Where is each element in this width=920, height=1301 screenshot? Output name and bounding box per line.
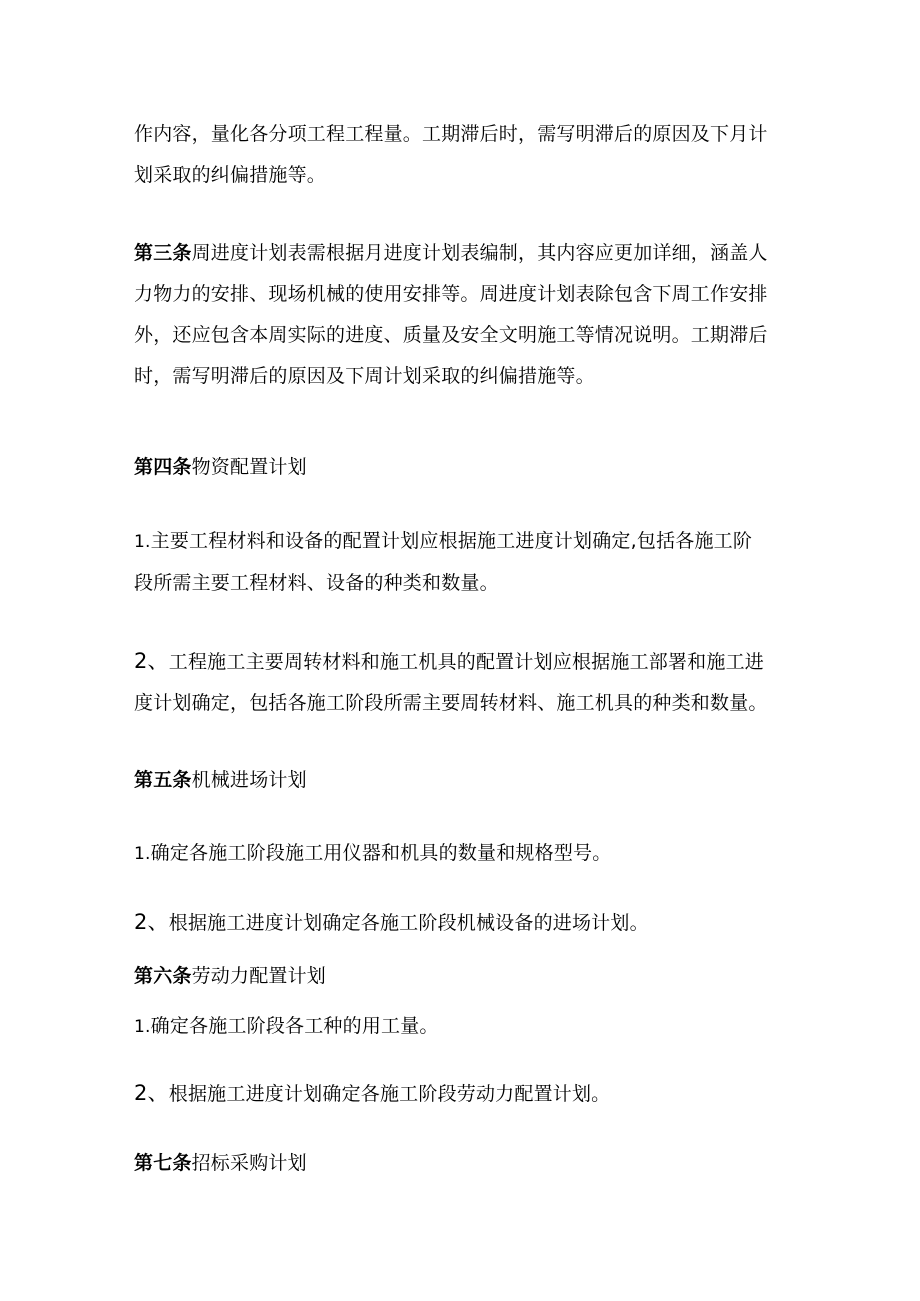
article-title: 机械进场计划 xyxy=(191,769,307,791)
article-title: 物资配置计划 xyxy=(191,456,307,478)
text-line: 根据施工进度计划确定各施工阶段劳动力配置计划。 xyxy=(168,1083,611,1105)
article-heading: 第五条 xyxy=(134,769,192,791)
text-line: 工程施工主要周转材料和施工机具的配置计划应根据施工部署和施工进 xyxy=(168,651,764,673)
text-line: 确定各施工阶段施工用仪器和机具的数量和规格型号。 xyxy=(150,842,612,864)
item-number: 1. xyxy=(134,1017,151,1037)
item-number: 2、 xyxy=(134,649,169,673)
list-item-4-1 xyxy=(134,521,804,604)
text-line: 确定各施工阶段各工种的用工量。 xyxy=(150,1015,439,1037)
text-line: 根据施工进度计划确定各施工阶段机械设备的进场计划。 xyxy=(168,912,649,934)
article-heading: 第七条 xyxy=(134,1152,192,1174)
text-line: 作内容，量化各分项工程工程量。工期滞后时，需写明滞后的原因及下月计 xyxy=(134,123,768,145)
article-heading: 第四条 xyxy=(134,456,192,478)
text-line: 外，还应包含本周实际的进度、质量及安全文明施工等情况说明。工期滞后 xyxy=(134,324,768,346)
list-item-4-2 xyxy=(134,641,804,724)
article-title: 劳动力配置计划 xyxy=(191,965,327,987)
item-number: 1. xyxy=(134,532,151,552)
list-item-5-2 xyxy=(134,902,804,944)
article-7-heading-line xyxy=(134,1143,804,1184)
text-line: 力物力的安排、现场机械的使用安排等。周进度计划表除包含下周工作安排 xyxy=(134,283,768,305)
text-line: 周进度计划表需根据月进度计划表编制，其内容应更加详细，涵盖人 xyxy=(191,242,768,264)
article-heading: 第六条 xyxy=(134,965,192,987)
article-4-heading-line xyxy=(134,447,804,488)
article-5-heading-line xyxy=(134,760,804,801)
list-item-5-1 xyxy=(134,833,804,875)
item-number: 1. xyxy=(134,844,151,864)
text-line: 划采取的纠偏措施等。 xyxy=(134,164,327,186)
article-3-paragraph xyxy=(134,233,804,397)
text-line: 主要工程材料和设备的配置计划应根据施工进度计划确定,包括各施工阶 xyxy=(150,530,753,552)
list-item-6-1 xyxy=(134,1006,804,1048)
item-number: 2、 xyxy=(134,910,169,934)
article-title: 招标采购计划 xyxy=(191,1152,307,1174)
item-number: 2、 xyxy=(134,1081,169,1105)
text-line: 度计划确定，包括各施工阶段所需主要周转材料、施工机具的种类和数量。 xyxy=(134,692,768,714)
list-item-6-2 xyxy=(134,1073,804,1115)
paragraph-continuation xyxy=(134,114,804,196)
article-heading: 第三条 xyxy=(134,242,192,264)
article-6-heading-line xyxy=(134,956,804,997)
text-line: 时，需写明滞后的原因及下周计划采取的纠偏措施等。 xyxy=(134,365,595,387)
text-line: 段所需主要工程材料、设备的种类和数量。 xyxy=(134,572,499,594)
